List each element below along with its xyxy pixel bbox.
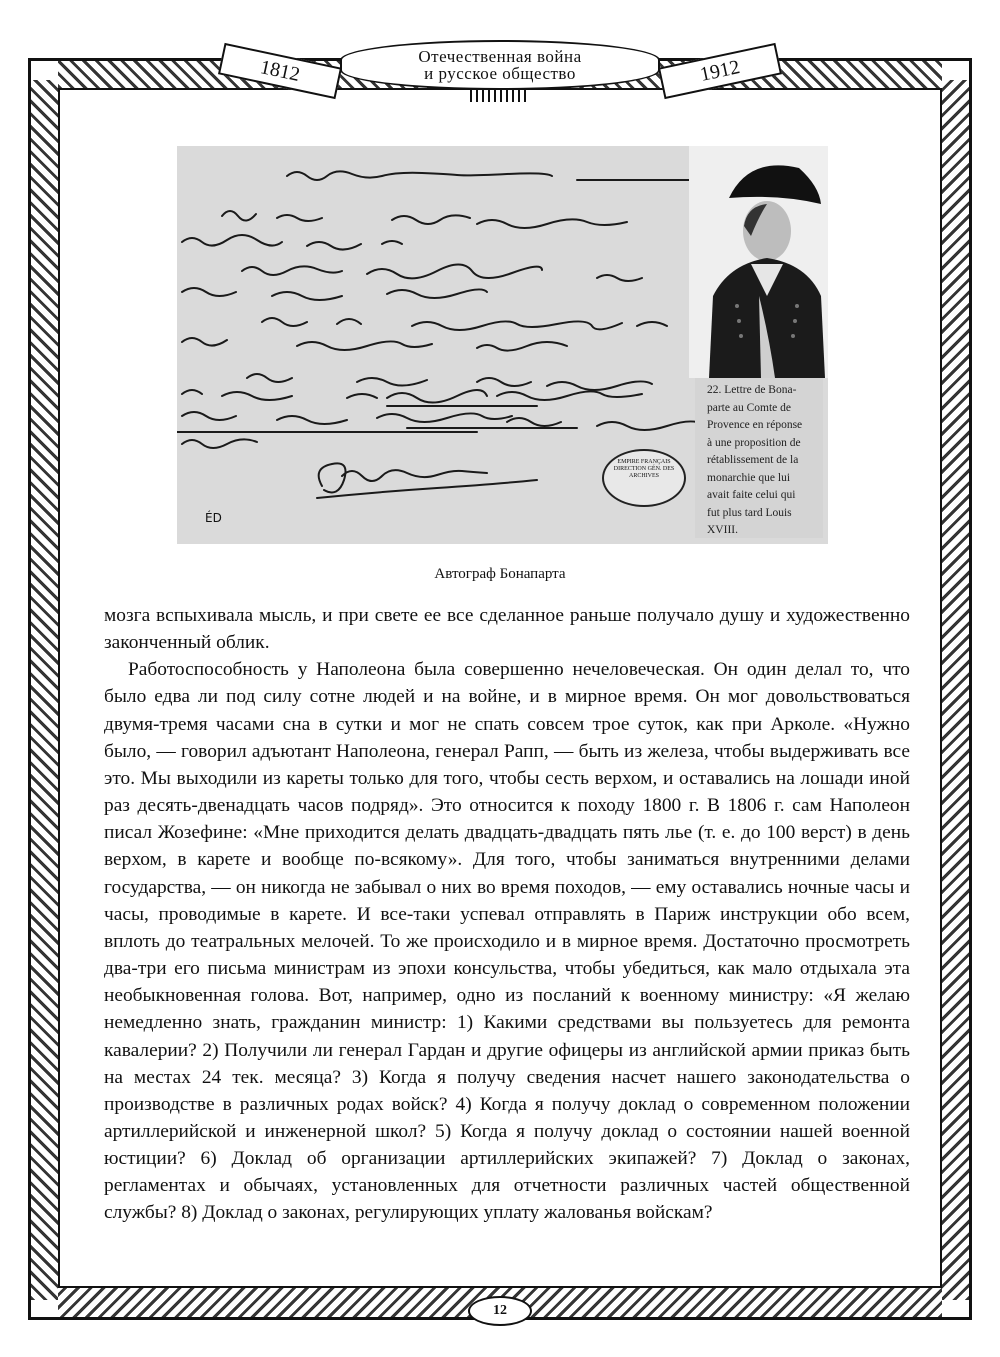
year-ribbon-right: 1912 [658,43,782,99]
autograph-figure [177,146,828,544]
figure-note-line: fut plus tard Louis [707,506,792,519]
figure-note-line: à une proposition de [707,436,801,449]
page-number: 12 [468,1296,532,1326]
header-sunburst-ornament [470,88,530,102]
figure-note-line: rétablissement de la [707,454,799,466]
paragraph: Работоспособность у Наполеона была совершенно нечеловеческая. Он один делал то, что было едва ли под силу сотне людей и на войне, и в мирное время. Он мог довольствоваться двумя-тремя часами сна в сутки и мог не спать совсем трое суток, как при Арколе. «Нужно было, — говорил адъютант Наполеона, генерал Рапп, — быть из железа, чтобы выдерживать все это. Мы выходили из кареты только для того, чтобы сесть верхом, и оставались на лошади иной раз десять-двенадцать часов подряд». Это относится к походу 1800 г. В 1806 г. сам Наполеон писал Жозефине: «Мне приходится делать двадцать-двадцать пять лье (т. е. до 100 верст) в день верхом, в карете и вообще по-всякому». Для того, чтобы заниматься внутренними делами государства, — он никогда не забывал о них во время походов, — ему оставались ночные часы и часы, проводимые в карете. И все-таки успевал отправлять в Париж инструкции обо всем, вплоть до театральных мелочей. То же происходило и в мирное время. Достаточно просмотреть два-три его письма министрам из эпохи консульства, чтобы убедиться, как мало отдыхала эта необыкновенная голова. Вот, например, одно из посланий к военному министру: «Я желаю немедленно знать, гражданин министр: 1) Какими средствами вы пользуетесь для ремонта кавалерии? 2) Получили ли генерал Гардан и другие офицеры из английской армии приказ быть на местах 24 тек. месяца? 3) Когда я получу сведения насчет нашего законодательства о производстве в различных родах войск? 4) Когда я получу доклад о современном положении артиллерийской и инженерной школ? 5) Когда я получу доклад о состоянии нашей военной юстиции? 6) Доклад об организации артиллерийских экипажей? 7) Доклад о законах, регламентах и обычаях, установленных для отчетности различных частей общественной службы? 8) Доклад о законах, регулирующих уплату жалованья войскам? [104,659,910,1224]
paragraph: мозга вспыхивала мысль, и при свете ее все сделанное раньше получало душу и художественно законченный облик. [104,605,910,654]
header-banner [340,40,660,90]
figure-caption: Автограф Бонапарта [434,566,566,582]
figure-note-line: XVIII. [707,524,738,536]
ed-mark: ÉD [205,511,222,525]
napoleon-portrait-image [689,146,828,378]
stamp-line: ARCHIVES [628,473,659,479]
figure-note [695,378,823,538]
stamp-line: DIRECTION GÉN. DES [613,466,675,472]
figure-note-line: Provence en réponse [707,419,803,431]
body-text [104,602,910,1227]
figure-note-line: parte au Comte de [707,401,791,414]
year-ribbon-left: 1812 [218,43,342,99]
header-title-line2: и русское общество [424,64,576,83]
header-title-line1: Отечественная война [418,47,582,66]
ornamental-band-left [31,80,58,1300]
stamp-line: EMPIRE FRANÇAIS [617,459,671,465]
figure-note-line: 22. Lettre de Bona- [707,384,797,396]
figure-note-line: monarchie que lui [707,471,791,484]
ornamental-band-right [942,80,969,1300]
archive-stamp [602,449,686,507]
figure-note-line: avait faite celui qui [707,489,796,501]
